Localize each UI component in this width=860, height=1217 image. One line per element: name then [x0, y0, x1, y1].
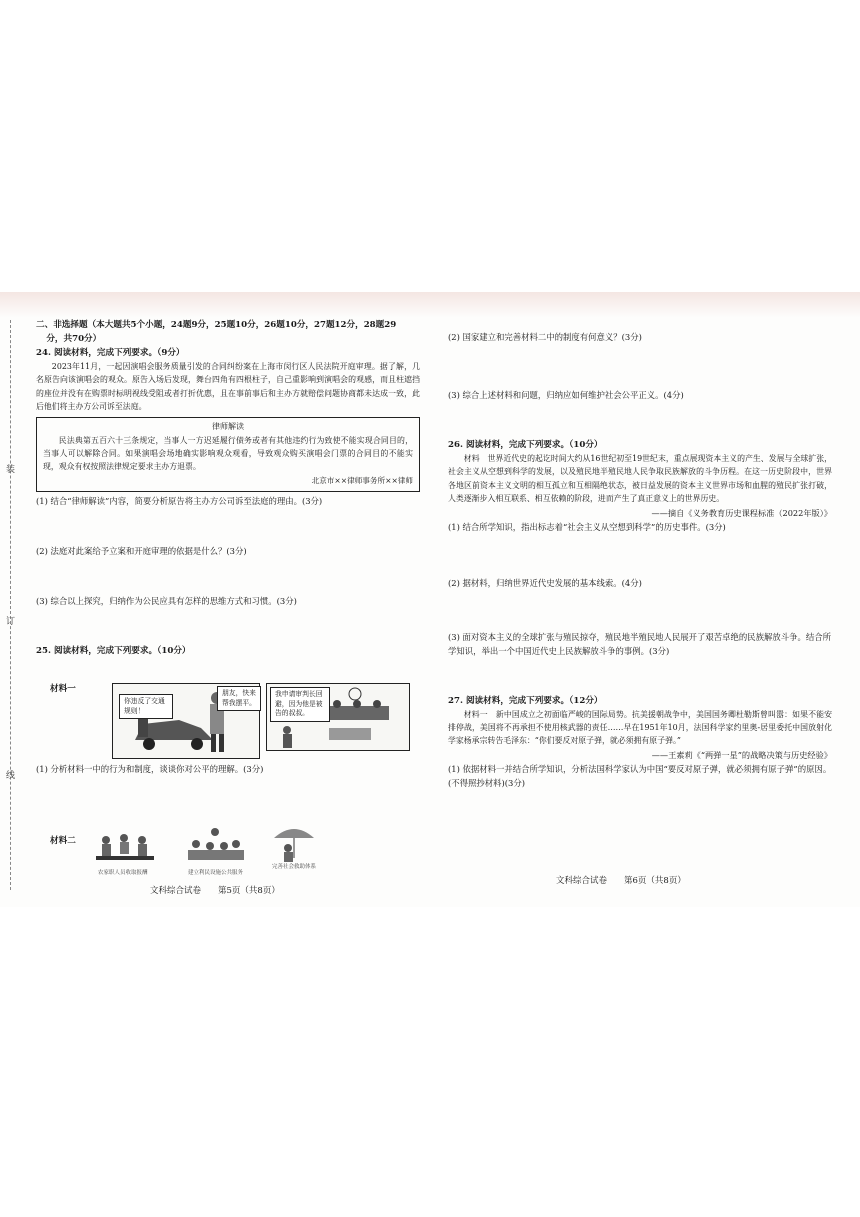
q26-source: ——摘自《义务教育历史课程标准（2022年版）》 — [651, 507, 832, 518]
speech-bubble-court: 我申请审判长回避，因为他是被告的叔叔。 — [270, 687, 330, 722]
box-signature: 北京市××律师事务所××律师 — [311, 475, 413, 485]
caption-3: 完善社会救助体系 — [272, 864, 317, 870]
footer-left: 文科综合试卷 第5页（共8页） — [150, 886, 280, 896]
q26-sub2: (2) 据材料，归纳世界近代史发展的基本线索。(4分) — [448, 577, 642, 588]
q26-material: 材料 世界近代史的起讫时间大约从16世纪初至19世纪末，重点展现资本主义的产生、发展与全球扩张，社会主义从空想到科学的发展，以及殖民地半殖民地人民争取民族解放的斗争历程。在这一历史阶段中，世界各地区前资本主义文明的相互孤立和互相隔绝状态，被日益发展的资本主义世界市场和血腥的殖民扩张打破，人类逐渐步入相互联系、相互依赖的阶段，进而产生了真正意义上的世界历史。 — [448, 454, 832, 504]
material-1-label: 材料一 — [50, 684, 76, 694]
left-column-lower — [36, 762, 420, 776]
speech-bubble-driver: 朋友，快来帮我摆平。 — [217, 686, 261, 711]
footer-right: 文科综合试卷 第6页（共8页） — [556, 876, 686, 886]
binding-mark-ding: 订 — [6, 617, 16, 627]
q26-title: 26. 阅读材料，完成下列要求。（10分） — [448, 440, 603, 450]
q24-sub3: (3) 综合以上探究，归纳作为公民应具有怎样的思维方式和习惯。(3分) — [36, 595, 297, 606]
q25-sub1: (1) 分析材料一中的行为和制度，谈谈你对公平的理解。(3分) — [36, 764, 264, 774]
q26-sub3: (3) 面对资本主义的全球扩张与殖民掠夺，殖民地半殖民地人民展开了艰苦卓绝的民族解放斗争。结合所学知识，举出一个中国近代史上民族解放斗争的事例。(3分) — [448, 631, 832, 656]
binding-line — [10, 320, 11, 890]
section-title-cont: 分，共70分） — [46, 334, 102, 344]
picture-1-drawing — [92, 828, 158, 868]
q25-title: 25. 阅读材料，完成下列要求。（10分） — [36, 645, 191, 656]
speech-bubble-police: 你违反了交通规则！ — [119, 694, 173, 719]
q24-sub1: (1) 结合“律师解读”内容，简要分析原告将主办方公司诉至法庭的理由。(3分) — [36, 495, 323, 506]
q27-sub1: (1) 依据材料一并结合所学知识，分析法国科学家认为中国“要反对原子弹，就必须拥有原子弹”的原因。(不得照抄材料)(3分) — [448, 763, 832, 788]
caption-1: 农家职人员收取报酬 — [98, 870, 148, 876]
q25-sub3: (3) 综合上述材料和问题，归纳应如何维护社会公平正义。(4分) — [448, 390, 684, 400]
right-column — [448, 330, 832, 790]
q25-sub2: (2) 国家建立和完善材料二中的制度有何意义？(3分) — [448, 332, 642, 342]
q24-title: 24. 阅读材料，完成下列要求。（9分） — [36, 348, 185, 358]
material-2-picture-2 — [180, 826, 250, 870]
sheet-top-edge — [0, 292, 860, 318]
q24-material: 2023年11月，一起因演唱会服务质量引发的合同纠纷案在上海市闵行区人民法院开庭审理。据了解，几名原告向该演唱会的观众。原告入场后发现，舞台四角有四根柱子，自己重影响到演唱会的观感，而且柱遮挡的座位并没有在购票时标明视线受阻或者打折优惠，且在事前事后和主办方就赔偿问题协商都未达成一致，此后他们将主办方公司诉至法庭。 — [36, 362, 420, 412]
material-2-label: 材料二 — [50, 836, 76, 846]
binding-mark-zhuang: 装 — [6, 465, 16, 475]
q26-sub1: (1) 结合所学知识，指出标志着“社会主义从空想到科学”的历史事件。(3分) — [448, 521, 726, 532]
q27-source: ——王素莉《“两弹一星”的战略决策与历史经验》 — [651, 749, 832, 760]
picture-3-drawing — [268, 824, 320, 864]
left-column — [36, 318, 420, 658]
lawyer-commentary-box — [36, 417, 420, 492]
binding-mark-xian: 线 — [6, 771, 16, 781]
q27-title: 27. 阅读材料，完成下列要求。（12分） — [448, 695, 603, 706]
q27-material: 材料一 新中国成立之初面临严峻的国际局势。抗美援朝战争中，美国国务卿杜勒斯曾叫嚣：如果不能安排停战，美国将不再承担不使用核武器的责任……早在1951年10月，法国科学家约里奥-居里委托中国放射化学家杨承宗转告毛泽东：“你们要反对原子弹，就必须拥有原子弹。” — [448, 709, 832, 746]
q24-sub2: (2) 法庭对此案给予立案和开庭审理的依据是什么？(3分) — [36, 545, 247, 556]
box-text: 民法典第五百六十三条规定，当事人一方迟延履行债务或者有其他违约行为致使不能实现合同目的，当事人可以解除合同。如果演唱会场地确实影响观众观看，导致观众购买演唱会门票的合同目的不能实现，观众有权按照法律规定要求主办方退票。 — [43, 435, 413, 472]
box-title: 律师解读 — [212, 421, 244, 431]
cartoon-courtroom — [266, 683, 410, 751]
cartoon-traffic-police — [112, 683, 260, 759]
picture-2-drawing — [180, 826, 250, 866]
section-title: 二、非选择题（本大题共5个小题，24题9分，25题10分，26题10分，27题12分，28题29 — [36, 320, 397, 330]
caption-2: 建立利民设施公共服务 — [188, 870, 244, 876]
